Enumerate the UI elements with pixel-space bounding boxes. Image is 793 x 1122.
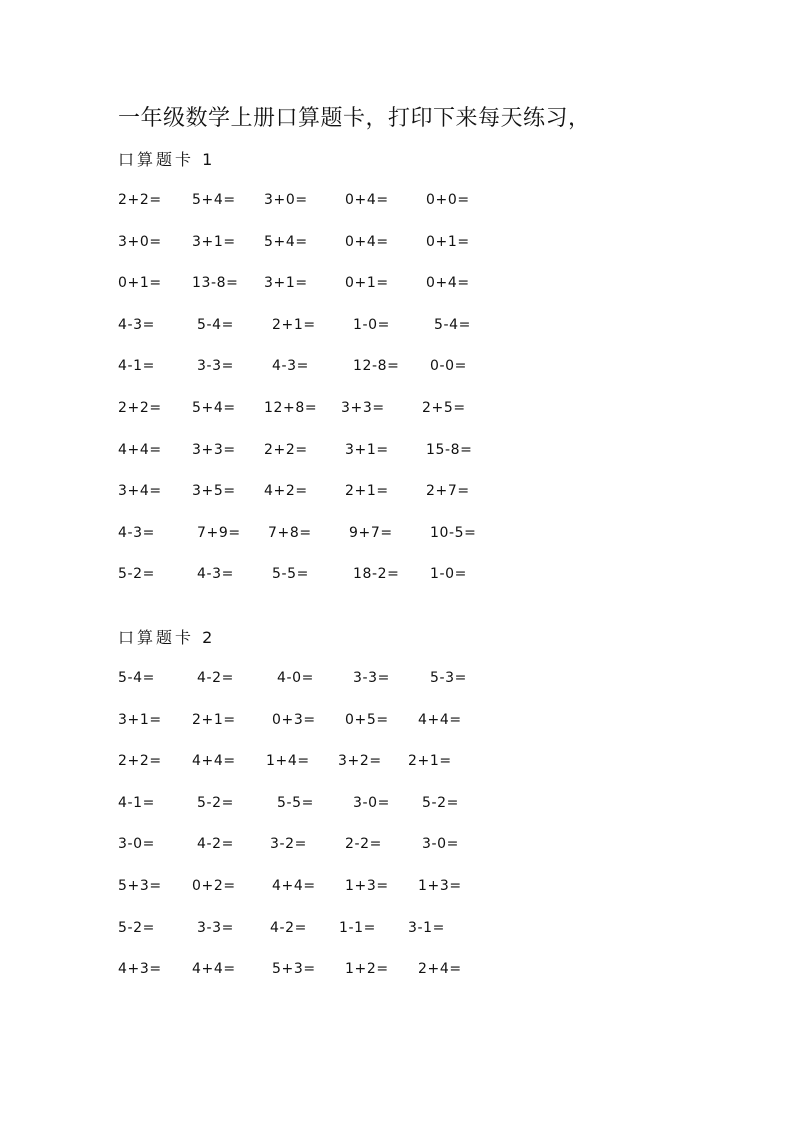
problem-cell: 4+4= [272,878,316,894]
problem-cell: 5-2= [422,794,459,811]
problem-cell: 5+3= [118,878,162,894]
problem-row [0,751,793,771]
problem-cell: 4-2= [270,919,307,936]
problem-cell: 1+2= [345,961,389,978]
problem-cell: 0+1= [118,275,162,292]
problem-cell: 13-8= [192,275,239,292]
problem-cell: 2+2= [264,441,308,458]
problem-cell: 4-1= [118,794,155,811]
card-title-1: 口算题卡 1 [118,150,216,169]
problem-cell: 4-3= [272,358,309,375]
problem-row [0,564,793,584]
problem-cell: 1+4= [266,753,310,770]
problem-row [0,232,793,252]
problem-cell: 5-5= [277,794,314,811]
problem-cell: 4+3= [118,961,162,978]
problem-cell: 4-3= [118,524,155,541]
problem-cell: 7+8= [268,524,312,541]
problem-cell: 3+0= [118,233,162,250]
problem-cell: 0+1= [426,233,470,250]
problem-row [0,273,793,293]
problem-row [0,398,793,418]
problem-cell: 2+5= [422,400,466,416]
problem-cell: 3+3= [192,441,236,458]
problem-cell: 0+4= [426,275,470,292]
problem-cell: 3+4= [118,483,162,500]
problem-cell: 5-4= [434,316,471,333]
problem-cell: 3-1= [408,919,445,936]
problem-cell: 3-0= [422,836,459,853]
problem-cell: 3+1= [118,711,162,728]
problem-cell: 2+2= [118,400,162,416]
problem-row [0,918,793,938]
problem-row [0,523,793,543]
problem-cell: 3+1= [192,233,236,250]
problem-cell: 3-2= [270,836,307,853]
problem-row [0,668,793,688]
problem-cell: 2+1= [192,711,236,728]
problem-cell: 4+4= [118,441,162,458]
problem-cell: 5-2= [197,794,234,811]
problem-cell: 2+4= [418,961,462,978]
problem-cell: 18-2= [353,566,400,583]
problem-cell: 3+1= [264,275,308,292]
problem-cell: 5-3= [430,670,467,686]
problem-cell: 2+2= [118,192,162,208]
problem-cell: 2+1= [408,753,452,770]
problem-cell: 5+4= [192,400,236,416]
problem-cell: 5+3= [272,961,316,978]
problem-cell: 5-4= [197,316,234,333]
problem-cell: 4-3= [197,566,234,583]
problem-cell: 12-8= [353,358,400,375]
problem-row [0,793,793,813]
problem-cell: 7+9= [197,524,241,541]
problem-cell: 4-0= [277,670,314,686]
problem-cell: 4+4= [192,961,236,978]
problem-cell: 2+1= [345,483,389,500]
problem-cell: 5-2= [118,566,155,583]
problem-cell: 0+0= [426,192,470,208]
problem-cell: 5+4= [264,233,308,250]
problem-cell: 2-2= [345,836,382,853]
problem-row [0,959,793,979]
problem-cell: 3+3= [341,400,385,416]
problem-cell: 0-0= [430,358,467,375]
problem-cell: 2+7= [426,483,470,500]
problem-cell: 3-0= [118,836,155,853]
problem-cell: 4+2= [264,483,308,500]
problem-cell: 10-5= [430,524,477,541]
problem-cell: 0+2= [192,878,236,894]
problem-cell: 0+5= [345,711,389,728]
problem-cell: 3-3= [197,919,234,936]
problem-row [0,834,793,854]
problem-cell: 1+3= [345,878,389,894]
problem-cell: 4+4= [418,711,462,728]
problem-cell: 4-2= [197,670,234,686]
problem-cell: 5+4= [192,192,236,208]
problem-cell: 3-3= [353,670,390,686]
problem-cell: 1+3= [418,878,462,894]
problem-cell: 0+4= [345,233,389,250]
problem-cell: 1-0= [430,566,467,583]
problem-row [0,315,793,335]
problem-cell: 3+0= [264,192,308,208]
problem-cell: 3+2= [338,753,382,770]
problem-cell: 12+8= [264,400,318,416]
problem-cell: 2+1= [272,316,316,333]
problem-row [0,356,793,376]
page-title: 一年级数学上册口算题卡，打印下来每天练习， [118,106,591,131]
problem-row [0,876,793,896]
card-title-2: 口算题卡 2 [118,628,216,647]
problem-cell: 0+3= [272,711,316,728]
problem-row [0,190,793,210]
problem-cell: 4-2= [197,836,234,853]
problem-cell: 1-0= [353,316,390,333]
problem-cell: 3+1= [345,441,389,458]
problem-row [0,481,793,501]
problem-cell: 0+4= [345,192,389,208]
problem-cell: 4-1= [118,358,155,375]
problem-cell: 3-3= [197,358,234,375]
problem-cell: 1-1= [339,919,376,936]
problem-cell: 15-8= [426,441,473,458]
problem-row [0,710,793,730]
problem-cell: 3+5= [192,483,236,500]
problem-cell: 5-2= [118,919,155,936]
problem-cell: 4-3= [118,316,155,333]
problem-cell: 2+2= [118,753,162,770]
problem-cell: 3-0= [353,794,390,811]
problem-cell: 9+7= [349,524,393,541]
problem-cell: 5-5= [272,566,309,583]
problem-cell: 0+1= [345,275,389,292]
problem-cell: 5-4= [118,670,155,686]
problem-row [0,440,793,460]
problem-cell: 4+4= [192,753,236,770]
